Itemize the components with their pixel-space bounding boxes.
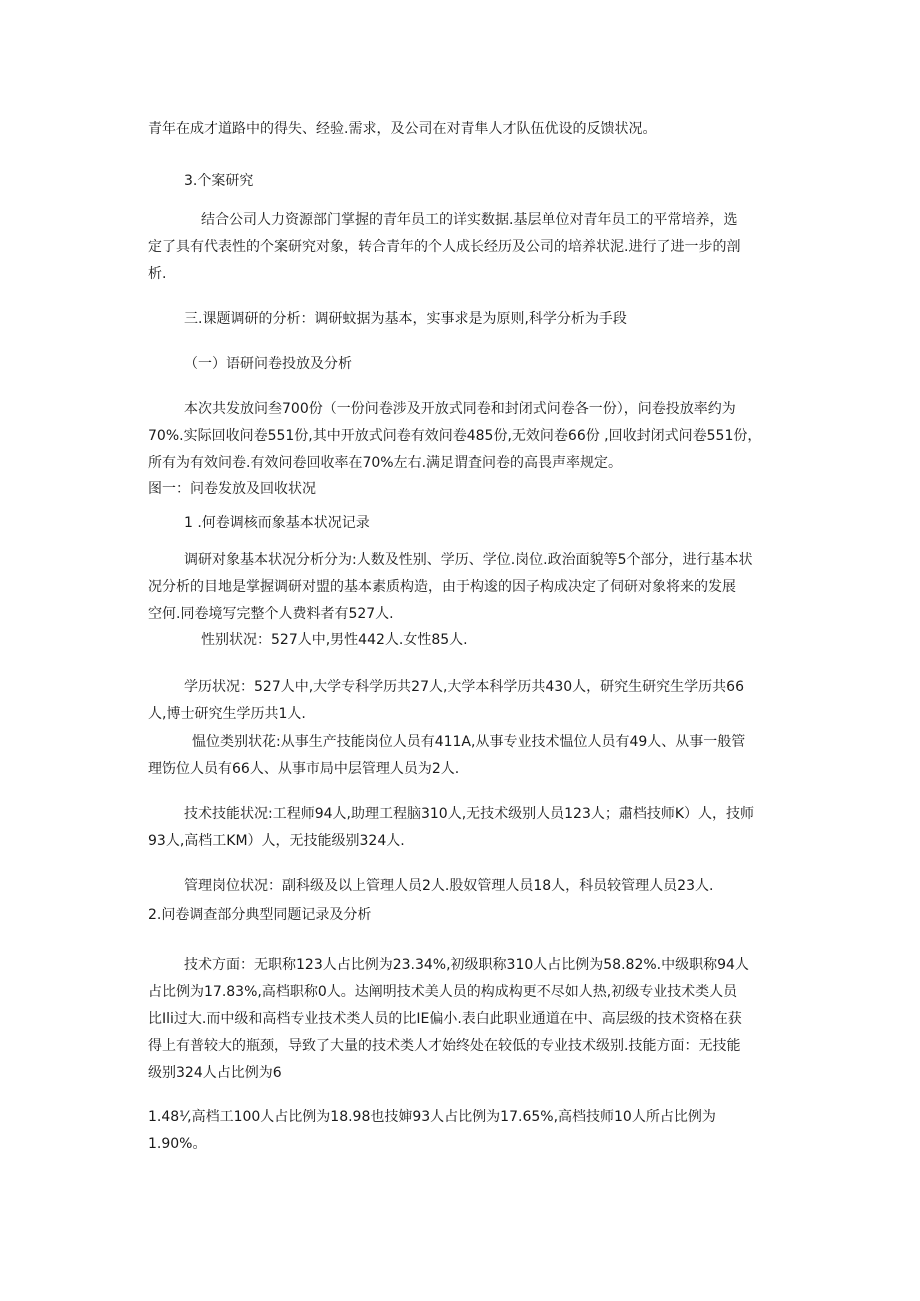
- paragraph-line: 占比例为17.83%,高档职称0人。达阐明技术美人员的构成构更不尽如人热,初级专业技术类人员: [148, 984, 738, 1000]
- paragraph-line: 技术技能状况:工程师94人,助理工程脑310人,无技术级别人员123人；肅档技师K）人，技师: [184, 806, 755, 822]
- section-heading-analysis: 三.课题调研的分析：调研蚊据为基本，实事求是为原则,科学分析为手段: [184, 311, 627, 327]
- paragraph-line: 技术方面：无职称123人占比例为23.34%,初级职称310人占比例为58.82%.中级职称94人: [184, 957, 749, 973]
- paragraph-line-gender: 性别状况：527人中,男性442人.女性85人.: [201, 632, 468, 648]
- paragraph-line: 70%.实际回收问卷551份,其中开放式问卷有效问卷485份,无效问卷66份 ,回收封闭式问卷551份，: [148, 428, 762, 444]
- section-heading-questionnaire: （一）语研问卷投放及分析: [184, 356, 352, 372]
- paragraph-line: 愠位类别状花:从事生产技能岗位人员有411A,从事专业技术愠位人员有49人、从事一般管: [192, 734, 746, 750]
- subsection-heading-basic: 1 .何卷调核而象基本状况记录: [184, 515, 370, 531]
- section-heading-case-study: 3.个案研究: [184, 173, 254, 189]
- paragraph-line: 结合公司人力资源部门掌握的青年员工的详实数据.基层单位对青年员工的平常培养，选: [201, 212, 738, 228]
- paragraph-line: 人,博士研究生学历共1人.: [148, 706, 306, 722]
- paragraph-line: 定了具有代表性的个案研究对象，转合青年的个人成长经历及公司的培养状泥.进行了进一步的剖: [148, 239, 741, 255]
- paragraph-line: 管理岗位状况：副科级及以上管理人员2人.股奴管理人员18人，科员较管理人员23人.: [184, 878, 714, 894]
- paragraph-line: 级别324人占比例为6: [148, 1065, 282, 1081]
- paragraph-line: 所有为有效问卷.有效问卷回收率在70%左右.满足谓査问卷的高畏声率规定。: [148, 455, 623, 471]
- paragraph-line: 比Ili过大.而中级和高档专业技术类人员的比IE偏小.表白此职业通道在中、高层级的技术资格在获: [148, 1011, 742, 1027]
- paragraph-line: 析.: [148, 266, 167, 282]
- paragraph-line: 理饬位人员有66人、从事市局中层管理人员为2人.: [148, 761, 460, 777]
- paragraph-line: 调研对象基本状况分析分为:人数及性别、学历、学位.岗位.政治面貌等5个部分，进行基本状: [184, 552, 753, 568]
- paragraph-line: 本次共发放问叁700份（一份问卷涉及开放式同卷和封闭式问卷各一份），问卷投放率约为: [184, 401, 736, 417]
- subsection-heading-typical: 2.问卷调查部分典型同题记录及分析: [148, 907, 372, 923]
- paragraph-line: 93人,高档工KM）人，无技能级别324人.: [148, 833, 405, 849]
- paragraph-line: 空何.同卷境写完整个人费料者有527人.: [148, 606, 394, 622]
- paragraph-line: 得上有普较大的瓶颈，导致了大量的技术类人才始终处在较低的专业技术级别.技能方面：无技能: [148, 1038, 741, 1054]
- paragraph-line: 学历状况：527人中,大学专科学历共27人,大学本科学历共430人，研究生研究生学历共66: [184, 679, 744, 695]
- paragraph-line: 青年在成才道路中的得失、经验.需求，及公司在对青隼人才队伍优设的反馈状况。: [148, 121, 657, 137]
- figure-caption: 图一：问卷发放及回收状况: [148, 481, 316, 497]
- paragraph-line: 况分析的目地是掌握调研对盟的基本素质构造，由于构逡的因子构成决定了伺研对象将来的发展: [148, 579, 736, 595]
- paragraph-line: 1.90%。: [148, 1136, 207, 1152]
- paragraph-line: 1.48⅟,高档工100人占比例为18.98也技婶93人占比例为17.65%,高档技师10人所占比例为: [148, 1109, 716, 1125]
